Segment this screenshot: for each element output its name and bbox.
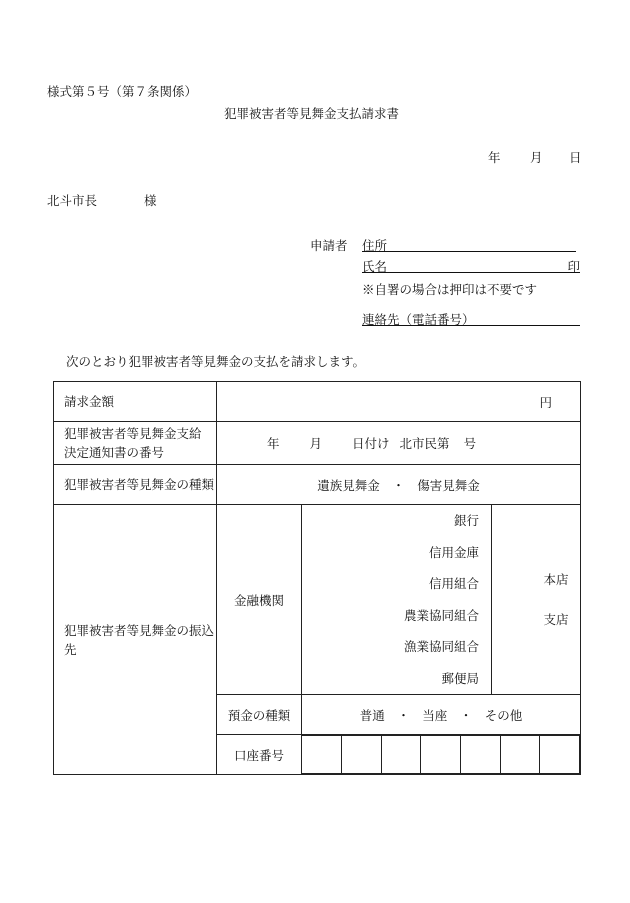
applicant-contact-label: 連絡先（電話番号） xyxy=(362,312,475,327)
applicant-address-field[interactable] xyxy=(362,236,576,252)
form-number: 様式第５号（第７条関係） xyxy=(47,84,198,99)
deposit-label: 預金の種類 xyxy=(217,695,302,735)
notice-label-line-1: 犯罪被害者等見舞金支給 xyxy=(64,426,202,441)
notice-field[interactable] xyxy=(217,422,581,465)
institution-bank: 銀行 xyxy=(453,513,479,528)
notice-date-suffix: 日付け xyxy=(352,436,390,451)
document-title: 犯罪被害者等見舞金支払請求書 xyxy=(224,106,400,121)
notice-label-line-2: 決定通知書の番号 xyxy=(64,445,165,460)
addressee-honorific: 様 xyxy=(144,193,157,208)
institution-fish-coop: 漁業協同組合 xyxy=(403,639,479,654)
applicant-name-label: 氏名 xyxy=(362,259,388,274)
institution-credit-union: 信用組合 xyxy=(428,576,479,591)
applicant-address-label: 住所 xyxy=(362,238,388,253)
account-digit-7[interactable] xyxy=(540,736,580,774)
seal-mark: 印 xyxy=(567,259,580,274)
amount-label: 請求金額 xyxy=(54,382,217,422)
institution-list[interactable] xyxy=(302,505,492,695)
bank-row xyxy=(54,505,581,695)
notice-month: 月 xyxy=(309,436,323,451)
applicant-label: 申請者 xyxy=(310,238,348,253)
institution-agri-coop: 農業協同組合 xyxy=(403,607,479,623)
deposit-options[interactable]: 普通 ・ 当座 ・ その他 xyxy=(302,695,581,735)
intro-text: 次のとおり犯罪被害者等見舞金の支払を請求します。 xyxy=(66,354,366,369)
type-options[interactable]: 遺族見舞金 ・ 傷害見舞金 xyxy=(217,465,581,505)
account-digits xyxy=(302,735,581,775)
claim-table xyxy=(53,381,581,775)
branch-sub: 支店 xyxy=(543,611,569,627)
account-digit-1[interactable] xyxy=(302,736,342,774)
account-digit-5[interactable] xyxy=(461,736,501,774)
institution-shinkin: 信用金庫 xyxy=(428,544,479,560)
date-year[interactable]: 年 xyxy=(488,150,501,165)
account-digit-2[interactable] xyxy=(342,736,382,774)
institution-post-office: 郵便局 xyxy=(441,670,479,686)
date-day[interactable]: 日 xyxy=(569,150,582,165)
account-label: 口座番号 xyxy=(217,735,302,775)
notice-row xyxy=(54,422,581,465)
notice-year: 年 xyxy=(267,436,280,451)
type-row xyxy=(54,465,581,505)
amount-field[interactable] xyxy=(217,382,581,422)
account-digit-3[interactable] xyxy=(381,736,421,774)
account-digit-4[interactable] xyxy=(421,736,461,774)
seal-note: ※自署の場合は押印は不要です xyxy=(362,282,538,297)
amount-unit: 円 xyxy=(539,394,553,410)
type-label: 犯罪被害者等見舞金の種類 xyxy=(54,465,217,505)
branch-list[interactable] xyxy=(492,505,581,695)
transfer-label-line-1: 犯罪被害者等見舞金の振込 xyxy=(64,622,215,638)
notice-number-text: 北市民第 xyxy=(399,436,450,451)
branch-main: 本店 xyxy=(543,571,569,587)
applicant-name-field[interactable] xyxy=(362,257,580,273)
transfer-label xyxy=(54,505,217,775)
date-month[interactable]: 月 xyxy=(530,150,543,165)
applicant-contact-field[interactable] xyxy=(362,310,580,326)
notice-number-suffix: 号 xyxy=(463,436,477,451)
addressee-name: 北斗市長 xyxy=(47,193,98,208)
notice-label xyxy=(54,422,217,465)
transfer-label-line-2: 先 xyxy=(64,641,77,657)
account-digit-6[interactable] xyxy=(500,736,540,774)
bank-label: 金融機関 xyxy=(217,505,302,695)
amount-row xyxy=(54,382,581,422)
